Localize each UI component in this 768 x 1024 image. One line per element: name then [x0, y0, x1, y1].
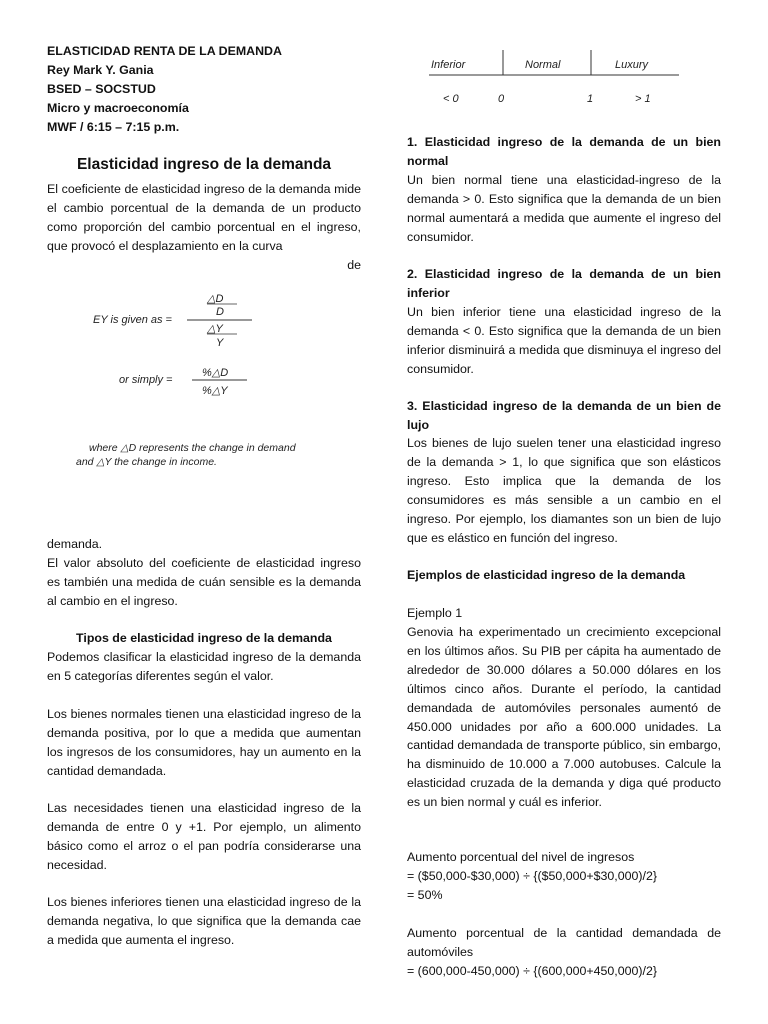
- calc-income-result: = 50%: [407, 888, 443, 902]
- elasticity-formula-figure: [47, 270, 337, 495]
- example-1-label: Ejemplo 1: [407, 606, 463, 620]
- calc-cars-formula: = (600,000-450,000) ÷ {(600,000+450,000)/2}: [407, 964, 657, 978]
- calc-cars-title: Aumento porcentual de la cantidad demandada de automóviles: [407, 926, 721, 959]
- scale-value-gt1: > 1: [635, 93, 651, 105]
- scale-value-0: 0: [498, 93, 505, 105]
- where-line-2: and △Y the change in income.: [76, 456, 217, 468]
- inferior-goods-paragraph: Los bienes inferiores tienen una elasticidad ingreso de la demanda negativa, lo que significa que la demanda cae a medida que aumenta el ingreso.: [47, 895, 361, 947]
- heading-luxury-good: 3. Elasticidad ingreso de la demanda de un bien de lujo: [407, 399, 721, 432]
- examples-heading: Ejemplos de elasticidad ingreso de la demanda: [407, 568, 686, 582]
- scale-label-luxury: Luxury: [615, 59, 649, 71]
- types-heading: Tipos de elasticidad ingreso de la demanda: [76, 631, 332, 645]
- ey-label: EY is given as =: [93, 314, 172, 326]
- scale-label-inferior: Inferior: [431, 59, 466, 71]
- simply-label: or simply =: [119, 374, 173, 386]
- author-line: Rey Mark Y. Gania: [47, 63, 154, 77]
- formula-den-top: △Y: [207, 323, 223, 335]
- intro-paragraph-end: de: [347, 258, 361, 272]
- scale-label-normal: Normal: [525, 59, 561, 71]
- formula-den-bottom: Y: [216, 337, 224, 349]
- calc-income-formula: = ($50,000-$30,000) ÷ {($50,000+$30,000)/2}: [407, 869, 657, 883]
- absolute-value-paragraph: El valor absoluto del coeficiente de elasticidad ingreso es también una medida de cuán sensible es la demanda al cambio en el ingreso.: [47, 556, 361, 608]
- formula-num-top: △D: [207, 293, 224, 305]
- scale-value-1: 1: [587, 93, 594, 105]
- example-1-paragraph: Genovia ha experimentado un crecimiento excepcional en los últimos años. Su PIB per cápita ha aumentado de alrededor de 30.000 dólares a 50.000 dólares en los últimos cinco años. Durante el período, la cantidad demandada de automóviles personales aumentó de 450.000 unidades por año a 600.000 unidades. La cantidad demandada de transporte público, sin embargo, ha disminuido de 10.000 a 7.000 autobuses. Calcule la elasticidad cruzada de la demanda y diga qué producto es un bien normal y cuál es inferior.: [407, 625, 721, 810]
- paragraph-normal-good: Un bien normal tiene una elasticidad-ingreso de la demanda > 0. Esto significa que la demanda de un bien normal aumentará a medida que aumente el ingreso del consumidor.: [407, 173, 721, 244]
- paragraph-luxury-good: Los bienes de lujo suelen tener una elasticidad ingreso de la demanda > 1, lo que significa que son elásticos ingreso. Esto implica que la demanda de los consumidores es más sensible a un cambio en el ingreso. Por ejemplo, los diamantes son un bien de lujo que es elástico en función del ingreso.: [407, 436, 721, 545]
- types-paragraph: Podemos clasificar la elasticidad ingreso de la demanda en 5 categorías diferentes según el valor.: [47, 650, 361, 683]
- elasticity-scale-figure: [429, 42, 699, 110]
- scale-value-lt0: < 0: [443, 93, 459, 105]
- simple-den: %△Y: [202, 385, 228, 397]
- formula-num-bottom: D: [216, 306, 224, 318]
- course-line: Micro y macroeconomía: [47, 101, 189, 115]
- intro-paragraph: El coeficiente de elasticidad ingreso de la demanda mide el cambio porcentual de la demanda de un producto como proporción del cambio porcentual en el ingreso, que provocó el desplazamiento en la curva: [47, 182, 361, 253]
- demanda-word: demanda.: [47, 537, 103, 551]
- calc-income-title: Aumento porcentual del nivel de ingresos: [407, 850, 635, 864]
- necessities-paragraph: Las necesidades tienen una elasticidad ingreso de la demanda de entre 0 y +1. Por ejemplo, un alimento básico como el arroz o el pan podría considerarse una necesidad.: [47, 801, 361, 872]
- section-title: Elasticidad ingreso de la demanda: [76, 156, 332, 173]
- where-line-1: where △D represents the change in demand: [89, 442, 296, 454]
- normal-goods-paragraph: Los bienes normales tienen una elasticidad ingreso de la demanda positiva, por lo que a medida que aumentan los ingresos de los consumidores, hay un aumento en la cantidad demandada.: [47, 707, 361, 778]
- doc-title-line: ELASTICIDAD RENTA DE LA DEMANDA: [47, 44, 282, 58]
- schedule-line: MWF / 6:15 – 7:15 p.m.: [47, 120, 180, 134]
- paragraph-inferior-good: Un bien inferior tiene una elasticidad ingreso de la demanda < 0. Esto significa que la demanda de un bien inferior disminuirá a medida que disminuya el ingreso del consumidor.: [407, 305, 721, 376]
- program-line: BSED – SOCSTUD: [47, 82, 156, 96]
- heading-inferior-good: 2. Elasticidad ingreso de la demanda de un bien inferior: [407, 267, 721, 300]
- simple-num: %△D: [202, 367, 229, 379]
- heading-normal-good: 1. Elasticidad ingreso de la demanda de un bien normal: [407, 135, 721, 168]
